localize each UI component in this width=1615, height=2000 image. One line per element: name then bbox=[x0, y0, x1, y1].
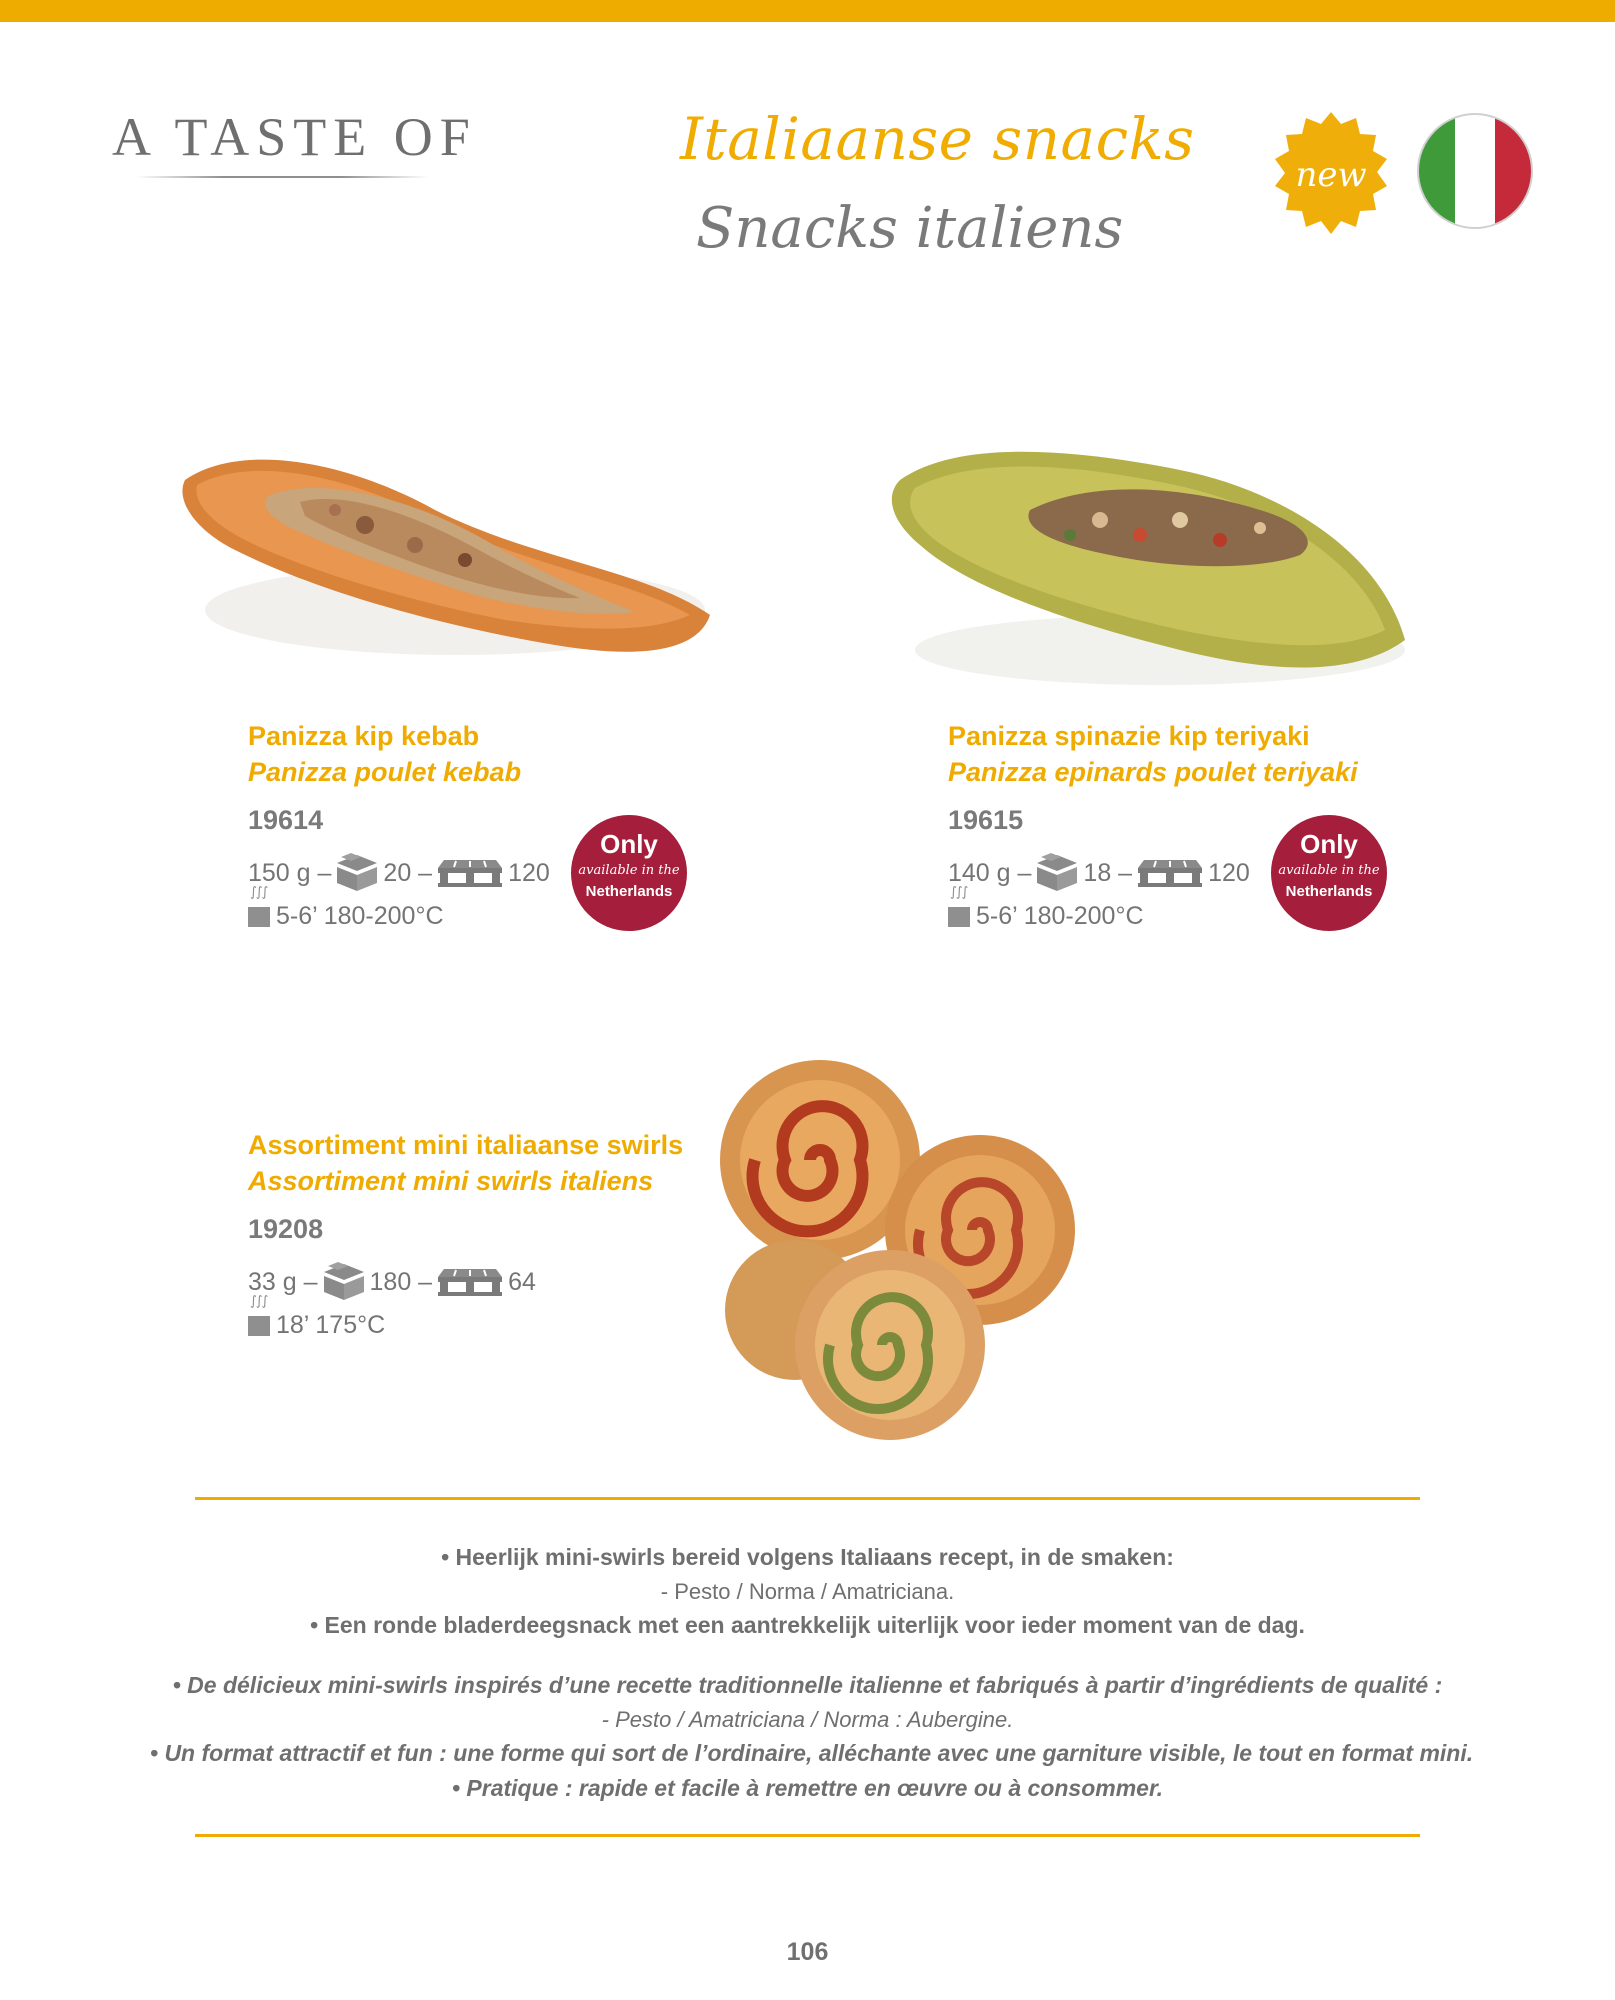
top-accent-bar bbox=[0, 0, 1615, 22]
divider-bottom bbox=[195, 1834, 1420, 1837]
product-bake: 18’ 175°C bbox=[276, 1311, 386, 1339]
badge-only-label: Only bbox=[600, 829, 658, 859]
product-spec-line bbox=[948, 853, 1250, 893]
page-title-nl: Italiaanse snacks bbox=[680, 105, 1195, 173]
pallet-icon bbox=[436, 858, 504, 888]
badge-available-label: available in the bbox=[578, 863, 680, 878]
product-name-fr: Assortiment mini swirls italiens bbox=[248, 1166, 654, 1196]
oven-steam-icon: ∫∫∫ bbox=[950, 885, 968, 900]
badge-country-label: Netherlands bbox=[585, 883, 673, 900]
description-fr-line-3: • Un format attractif et fun : une forme qui sort de l’ordinaire, alléchante avec une garniture visible, le tout en format mini. bbox=[150, 1740, 1474, 1766]
product-bake: 5-6’ 180-200°C bbox=[976, 902, 1144, 930]
product-weight: 33 g – bbox=[248, 1267, 318, 1296]
product-weight: 150 g – bbox=[248, 858, 332, 887]
product-spec-line bbox=[248, 853, 550, 893]
product-code: 19615 bbox=[948, 805, 1024, 835]
new-badge bbox=[1268, 110, 1394, 236]
box-icon bbox=[322, 1262, 366, 1302]
product-name-fr: Panizza poulet kebab bbox=[248, 757, 522, 787]
page-title-fr: Snacks italiens bbox=[696, 196, 1124, 261]
box-icon bbox=[335, 853, 379, 893]
product-spec-line bbox=[248, 1262, 536, 1302]
product-bake-line bbox=[248, 1311, 385, 1340]
box-icon bbox=[1035, 853, 1079, 893]
product-per-pallet: 64 bbox=[508, 1267, 536, 1296]
product-per-box: 180 – bbox=[369, 1267, 433, 1296]
panizza-kip-kebab-image bbox=[175, 440, 720, 685]
divider-top bbox=[195, 1497, 1420, 1500]
description-nl-line-1: • Heerlijk mini-swirls bereid volgens Italiaans recept, in de smaken: bbox=[441, 1544, 1174, 1570]
product-code: 19614 bbox=[248, 805, 324, 835]
italian-swirls-image bbox=[715, 1050, 1080, 1445]
product-name-nl: Assortiment mini italiaanse swirls bbox=[248, 1130, 684, 1160]
product-code: 19208 bbox=[248, 1214, 324, 1244]
product-bake-line bbox=[248, 902, 444, 931]
badge-only-label: Only bbox=[1300, 829, 1358, 859]
only-netherlands-badge bbox=[1271, 815, 1387, 931]
badge-available-label: available in the bbox=[1278, 863, 1380, 878]
italy-flag-icon bbox=[1415, 111, 1535, 231]
taste-of-underline bbox=[136, 176, 428, 178]
page-number: 106 bbox=[786, 1938, 829, 1966]
product-bake: 5-6’ 180-200°C bbox=[276, 902, 444, 930]
only-netherlands-badge bbox=[571, 815, 687, 931]
new-badge-label: new bbox=[1295, 155, 1367, 195]
product-name-nl: Panizza kip kebab bbox=[248, 721, 480, 751]
oven-icon bbox=[948, 907, 970, 927]
product-bake-line bbox=[948, 902, 1144, 931]
description-nl-line-3: • Een ronde bladerdeegsnack met een aantrekkelijk uiterlijk voor ieder moment van de dag. bbox=[310, 1612, 1305, 1638]
oven-steam-icon: ∫∫∫ bbox=[250, 885, 268, 900]
badge-country-label: Netherlands bbox=[1285, 883, 1373, 900]
oven-steam-icon: ∫∫∫ bbox=[250, 1294, 268, 1309]
description-fr-line-1: • De délicieux mini-swirls inspirés d’une recette traditionnelle italienne et fabriqués à partir d’ingrédients de qualité : bbox=[172, 1672, 1443, 1698]
product-per-box: 20 – bbox=[383, 858, 433, 887]
pallet-icon bbox=[436, 1267, 504, 1297]
pallet-icon bbox=[1136, 858, 1204, 888]
product-per-box: 18 – bbox=[1083, 858, 1133, 887]
oven-icon bbox=[248, 1316, 270, 1336]
description-fr-line-2: - Pesto / Amatriciana / Norma : Aubergine. bbox=[601, 1707, 1014, 1732]
product-per-pallet: 120 bbox=[508, 858, 550, 887]
description-nl-line-2: - Pesto / Norma / Amatriciana. bbox=[660, 1579, 955, 1604]
description-fr-line-4: • Pratique : rapide et facile à remettre en œuvre ou à consommer. bbox=[451, 1775, 1164, 1801]
product-name-nl: Panizza spinazie kip teriyaki bbox=[948, 721, 1310, 751]
taste-of-label: A TASTE OF bbox=[112, 107, 477, 167]
product-weight: 140 g – bbox=[948, 858, 1032, 887]
oven-icon bbox=[248, 907, 270, 927]
product-per-pallet: 120 bbox=[1208, 858, 1250, 887]
product-name-fr: Panizza epinards poulet teriyaki bbox=[948, 757, 1358, 787]
panizza-spinazie-image bbox=[880, 440, 1420, 695]
